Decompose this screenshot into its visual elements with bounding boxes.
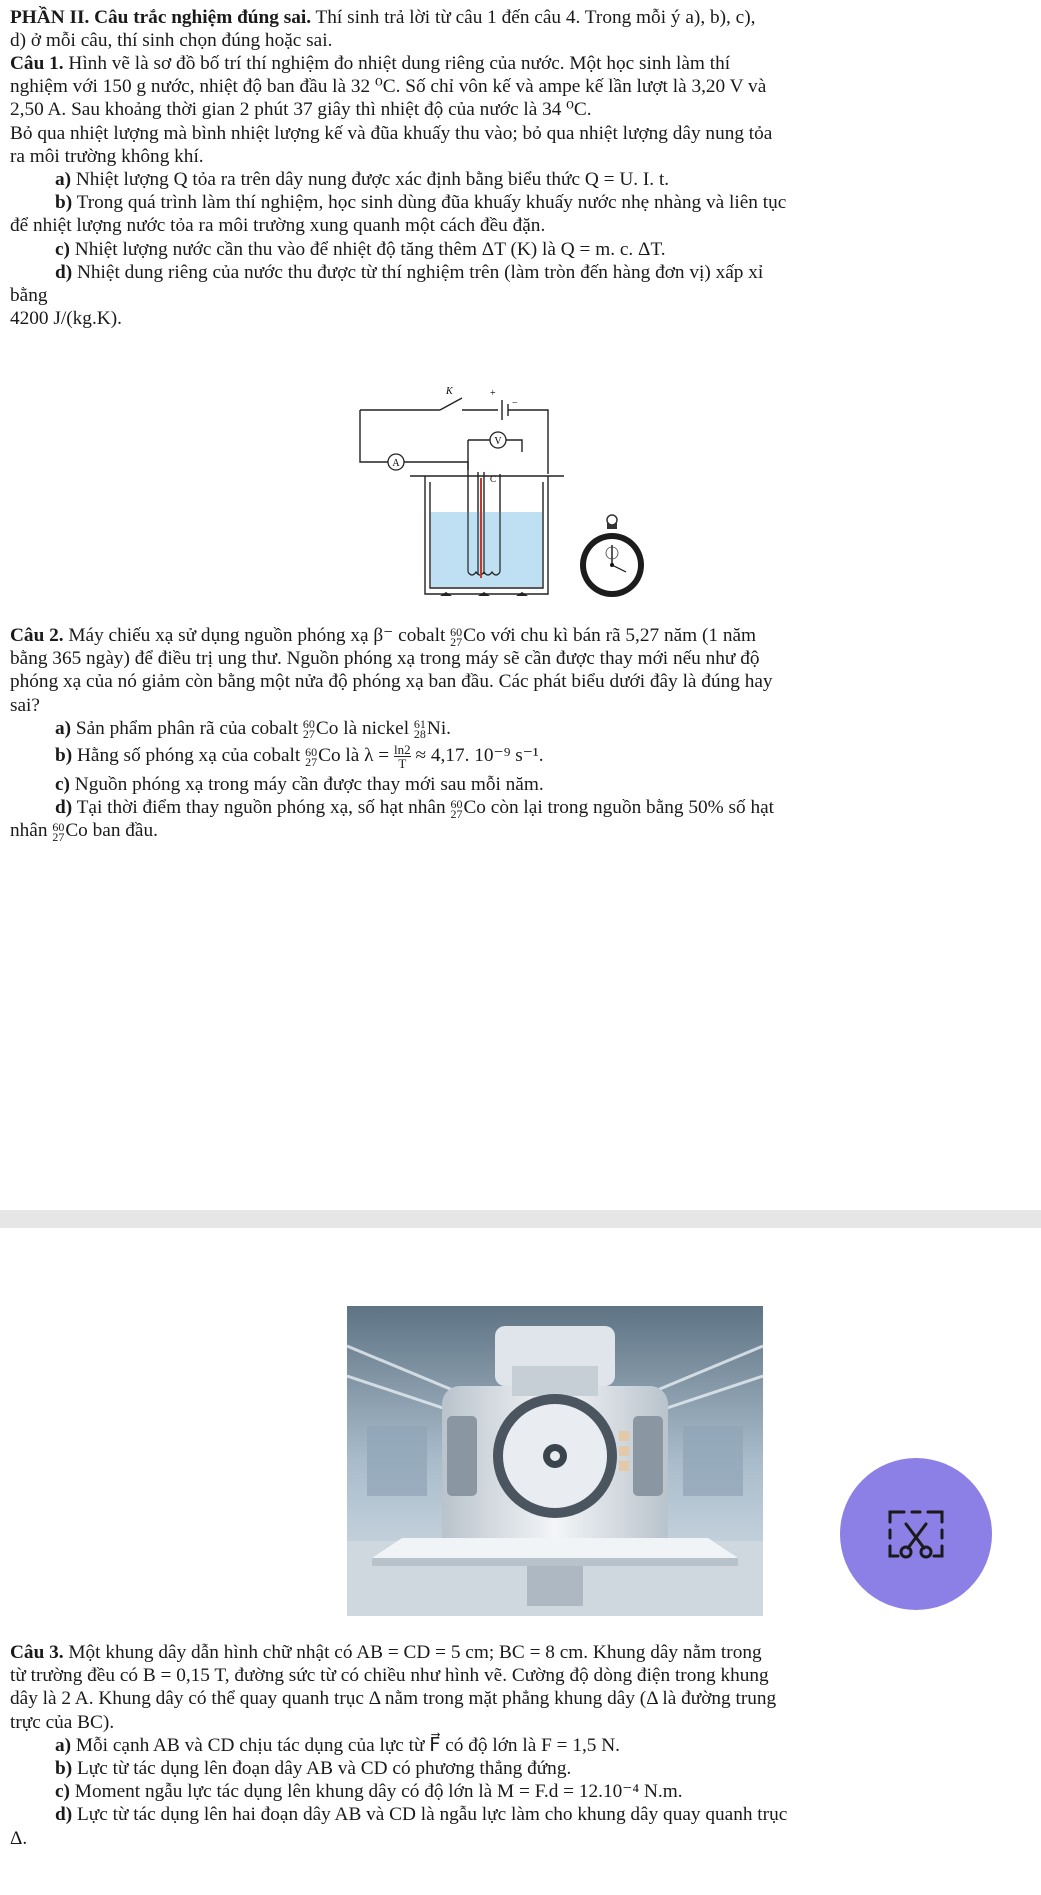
q1-label: Câu 1. [10,53,64,74]
option-text: Lực từ tác dụng lên hai đoạn dây AB và CD là ngẫu lực làm cho khung dây quay quanh trục [72,1804,788,1826]
option-label: a) [55,169,72,191]
q1-option-b [10,191,1030,214]
atomic-number: 27 [305,754,318,769]
page-separator [0,1210,1041,1228]
q3-option-d-cont: Δ. [10,1827,28,1849]
screenshot-tool-button[interactable] [840,1458,992,1610]
option-label: d) [55,797,73,819]
q3-stem-3: dây là 2 A. Khung dây có thể quay quanh trục Δ nằm trong mặt phẳng khung dây (Δ là đường trung [10,1688,777,1710]
radiotherapy-machine-photo [347,1306,763,1616]
battery-plus-label: + [490,388,496,399]
nuclide-co60 [450,624,463,649]
q2-option-d-cont [10,819,1030,842]
q2-option-a [10,717,1030,740]
screenshot-crop-icon [884,1506,948,1562]
q1-stem-3: 2,50 A. Sau khoảng thời gian 2 phút 37 giây thì nhiệt độ của nước là 34 ⁰C. [10,99,592,121]
q2-stem-2: bằng 365 ngày) để điều trị ung thư. Nguồn phóng xạ trong máy sẽ cần được thay mới nếu như độ [10,648,760,670]
nuclide-co60 [302,717,315,742]
option-label: b) [55,744,73,766]
fraction-ln2-over-t [394,743,411,770]
switch-label: K [446,386,453,397]
mass-number: 61 [413,717,426,732]
option-text: Co còn lại trong nguồn bằng 50% số hạt [463,797,775,819]
q1-stem-5: ra môi trường không khí. [10,145,204,167]
nuclide-co60 [450,796,463,821]
part-intro-2: d) ở mỗi câu, thí sinh chọn đúng hoặc sai. [10,30,333,52]
thermometer-label: C [490,474,497,484]
battery-minus-label: − [512,398,518,409]
nuclide-ni61 [413,717,426,742]
q1-option-d [10,261,1030,284]
q3-option-a [10,1734,1030,1757]
q2-stem-3: phóng xạ của nó giảm còn bằng một nửa độ phóng xạ ban đầu. Các phát biểu dưới đây là đúng hay [10,671,773,693]
ammeter-label: A [392,458,400,469]
mass-number: 60 [450,796,463,811]
option-text: Moment ngẫu lực tác dụng lên khung dây có độ lớn là M = F.d = 12.10⁻⁴ N.m. [69,1781,683,1803]
option-label: d) [55,1804,73,1826]
question-3 [10,1641,1030,1850]
nuclide-co60 [305,744,318,769]
q2-label: Câu 2. [10,625,64,646]
option-text: Trong quá trình làm thí nghiệm, học sinh dùng đũa khuấy khuấy nước nhẹ nhàng và liên tục [72,192,787,214]
q1-stem-4: Bỏ qua nhiệt lượng mà bình nhiệt lượng kế và đũa khuấy thu vào; bỏ qua nhiệt lượng dây nung tỏa [10,122,773,144]
atomic-number: 28 [413,727,426,742]
option-text: Nguồn phóng xạ trong máy cần được thay mới sau mỗi năm. [69,774,544,796]
q3-option-c [10,1780,1030,1803]
q2-stem-1: Máy chiếu xạ sử dụng nguồn phóng xạ β⁻ cobalt [63,625,451,646]
atomic-number: 27 [450,634,463,649]
calorimeter-circuit-diagram [350,382,650,604]
mass-number: 60 [450,624,463,639]
mass-number: 60 [52,820,65,834]
q1-option-b-cont: để nhiệt lượng nước tỏa ra môi trường xung quanh một cách đều đặn. [10,215,546,237]
q2-stem-4: sai? [10,694,40,716]
option-text: Nhiệt lượng Q tỏa ra trên dây nung được xác định bằng biểu thức Q = U. I. t. [71,169,670,191]
q3-label: Câu 3. [10,1642,64,1663]
option-label: b) [55,1758,73,1780]
option-text: Co ban đầu. [65,820,158,842]
option-text: Nhiệt dung riêng của nước thu được từ thí nghiệm trên (làm tròn đến hàng đơn vị) xấp xỉ [72,261,764,283]
option-label: a) [55,1734,72,1756]
q2-stem-1b: Co với chu kì bán rã 5,27 năm (1 năm [463,625,757,646]
option-label: c) [55,1781,70,1803]
q1-option-d-cont: bằng [10,285,48,307]
option-text: nhân [10,820,53,842]
option-label: c) [55,238,70,260]
voltmeter-label: V [494,436,502,447]
mass-number: 60 [305,744,318,759]
part-title: PHẦN II. Câu trắc nghiệm đúng sai. [10,7,312,28]
option-text: Lực từ tác dụng lên đoạn dây AB và CD có phương thẳng đứng. [72,1758,572,1780]
part-intro: Thí sinh trả lời từ câu 1 đến câu 4. Trong mỗi ý a), b), c), [311,7,756,28]
option-text: Hằng số phóng xạ của cobalt [72,744,306,766]
q1-stem-2: nghiệm với 150 g nước, nhiệt độ ban đầu là 32 ⁰C. Số chỉ vôn kế và ampe kế lần lượt là 3,20 V và [10,76,767,98]
q1-stem-1: Hình vẽ là sơ đồ bố trí thí nghiệm đo nhiệt dung riêng của nước. Một học sinh làm thí [63,53,731,74]
q3-option-d [10,1803,1030,1826]
mass-number: 60 [302,717,315,732]
atomic-number: 27 [450,806,463,821]
q2-option-b [10,743,1030,770]
stopwatch-icon [580,515,644,597]
option-text: Tại thời điểm thay nguồn phóng xạ, số hạt nhân [72,797,451,819]
part-2-header [10,6,1030,52]
q2-option-c [10,773,1030,796]
water-fill [431,512,542,587]
fraction-denominator: T [398,756,407,772]
q2-option-d [10,796,1030,819]
option-text: Co là nickel [315,717,414,739]
fraction-numerator: ln2 [394,742,411,758]
question-2 [10,624,1030,843]
q3-option-b [10,1757,1030,1780]
q1-option-d-cont-2: 4200 J/(kg.K). [10,308,122,330]
option-label: a) [55,717,72,739]
atomic-number: 27 [302,727,315,742]
option-label: c) [55,774,70,796]
question-1 [10,52,1030,330]
option-text: ≈ 4,17. 10⁻⁹ s⁻¹. [410,744,544,766]
option-text: Nhiệt lượng nước cần thu vào để nhiệt độ tăng thêm ΔT (K) là Q = m. c. ΔT. [69,238,666,260]
option-text: Sản phẩm phân rã của cobalt [71,717,303,739]
option-label: b) [55,192,73,214]
q3-stem-4: trực của BC). [10,1711,115,1733]
q3-stem-2: từ trường đều có B = 0,15 T, đường sức từ có chiều như hình vẽ. Cường độ dòng điện trong khung [10,1665,769,1687]
option-text: Ni. [426,717,451,739]
q1-option-a [10,168,1030,191]
option-label: d) [55,261,73,283]
option-text: Co là λ = [318,744,394,766]
atomic-number: 27 [52,830,65,844]
q3-stem-1: Một khung dây dẫn hình chữ nhật có AB = CD = 5 cm; BC = 8 cm. Khung dây nằm trong [63,1642,762,1663]
q1-option-c [10,238,1030,261]
nuclide-co60 [52,822,64,842]
option-text: Mỗi cạnh AB và CD chịu tác dụng của lực từ F⃗ có độ lớn là F = 1,5 N. [71,1734,620,1756]
